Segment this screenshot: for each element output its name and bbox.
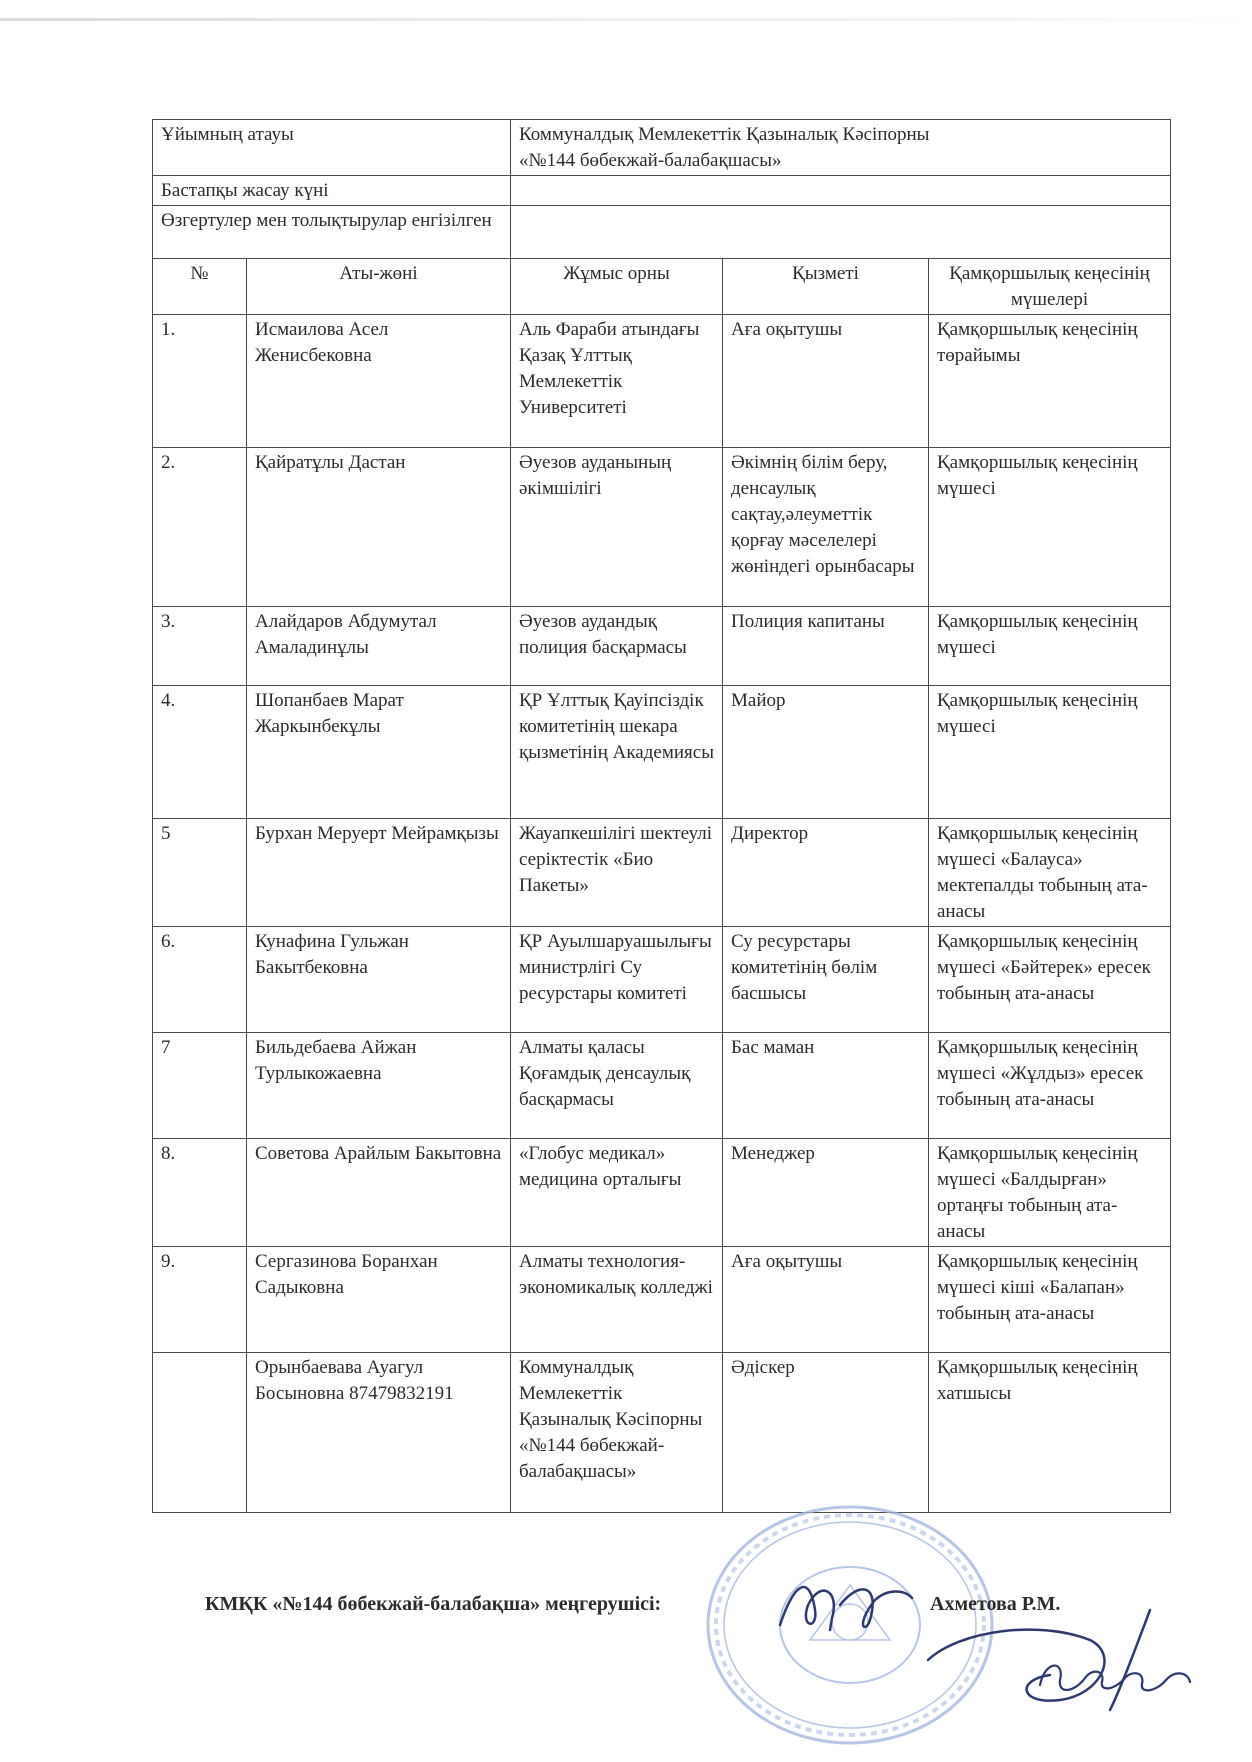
row-number xyxy=(153,1353,247,1513)
table-row xyxy=(153,448,1171,607)
member-position: Әкімнің білім беру, денсаулық сақтау,әлеуметтік қорғау мәселелері жөніндегі орынбасары xyxy=(723,448,929,607)
org-name-line1: Коммуналдық Мемлекеттік Қазыналық Кәсіпорны xyxy=(519,124,930,145)
member-role: Қамқоршылық кеңесінің мүшесі xyxy=(929,448,1171,607)
org-name xyxy=(511,120,1171,176)
org-name-line2: «№144 бөбекжай-балабақшасы» xyxy=(519,150,782,171)
table-row xyxy=(153,1139,1171,1247)
table-row xyxy=(153,686,1171,819)
director-name: Ахметова Р.М. xyxy=(930,1593,1061,1615)
member-position: Су ресурстары комитетінің бөлім басшысы xyxy=(723,927,929,1033)
row-number: 6. xyxy=(153,927,247,1033)
table-row xyxy=(153,1353,1171,1513)
member-role: Қамқоршылық кеңесінің мүшесі «Балдырған» ортаңғы тобының ата-анасы xyxy=(929,1139,1171,1247)
member-position: Полиция капитаны xyxy=(723,607,929,686)
row-number: 9. xyxy=(153,1247,247,1353)
column-header-name: Аты-жөні xyxy=(247,259,511,315)
column-header-row xyxy=(153,259,1171,315)
table-row xyxy=(153,315,1171,448)
column-header-position: Қызметі xyxy=(723,259,929,315)
member-role: Қамқоршылық кеңесінің мүшесі «Жұлдыз» ересек тобының ата-анасы xyxy=(929,1033,1171,1139)
director-title: КМҚК «№144 бөбекжай-балабақша» меңгерушісі: xyxy=(205,1593,662,1615)
member-position: Бас маман xyxy=(723,1033,929,1139)
column-header-role: Қамқоршылық кеңесінің мүшелері xyxy=(929,259,1171,315)
member-position: Аға оқытушы xyxy=(723,1247,929,1353)
table-row xyxy=(153,1247,1171,1353)
column-header-num: № xyxy=(153,259,247,315)
row-number: 1. xyxy=(153,315,247,448)
scan-edge-line xyxy=(0,18,1252,21)
member-role: Қамқоршылық кеңесінің төрайымы xyxy=(929,315,1171,448)
member-position: Менеджер xyxy=(723,1139,929,1247)
member-position: Әдіскер xyxy=(723,1353,929,1513)
handwritten-signature xyxy=(920,1600,1210,1720)
member-role: Қамқоршылық кеңесінің мүшесі «Балауса» мектепалды тобының ата-анасы xyxy=(929,819,1171,927)
member-workplace: Жауапкешілігі шектеулі серіктестік «Био Пакеты» xyxy=(511,819,723,927)
row-number: 2. xyxy=(153,448,247,607)
member-role: Қамқоршылық кеңесінің мүшесі кіші «Балапан» тобының ата-анасы xyxy=(929,1247,1171,1353)
member-position: Аға оқытушы xyxy=(723,315,929,448)
changes-row xyxy=(153,206,1171,259)
member-workplace: Әуезов ауданының әкімшілігі xyxy=(511,448,723,607)
member-name: Кунафина Гульжан Бакытбековна xyxy=(247,927,511,1033)
footer-signature-line xyxy=(205,1593,1105,1616)
member-name: Орынбаевава Ауагул Босыновна 87479832191 xyxy=(247,1353,511,1513)
changes-label: Өзгертулер мен толықтырулар енгізілген xyxy=(153,206,511,259)
member-workplace: Әуезов аудандық полиция басқармасы xyxy=(511,607,723,686)
column-header-workplace: Жұмыс орны xyxy=(511,259,723,315)
table-row xyxy=(153,607,1171,686)
member-workplace: ҚР Ауылшаруашылығы министрлігі Су ресурстары комитеті xyxy=(511,927,723,1033)
member-name: Бильдебаева Айжан Турлыкожаевна xyxy=(247,1033,511,1139)
table-row xyxy=(153,927,1171,1033)
member-workplace: Алматы қаласы Қоғамдық денсаулық басқармасы xyxy=(511,1033,723,1139)
member-role: Қамқоршылық кеңесінің мүшесі xyxy=(929,607,1171,686)
table-row xyxy=(153,819,1171,927)
member-role: Қамқоршылық кеңесінің хатшысы xyxy=(929,1353,1171,1513)
creation-date-label: Бастапқы жасау күні xyxy=(153,176,511,206)
member-role: Қамқоршылық кеңесінің мүшесі «Бәйтерек» ересек тобының ата-анасы xyxy=(929,927,1171,1033)
member-name: Шопанбаев Марат Жаркынбекұлы xyxy=(247,686,511,819)
member-workplace: ҚР Ұлттық Қауіпсіздік комитетінің шекара қызметінің Академиясы xyxy=(511,686,723,819)
member-workplace: «Глобус медикал» медицина орталығы xyxy=(511,1139,723,1247)
member-name: Советова Арайлым Бакытовна xyxy=(247,1139,511,1247)
row-number: 5 xyxy=(153,819,247,927)
creation-date-row xyxy=(153,176,1171,206)
member-name: Алайдаров Абдумутал Амаладинұлы xyxy=(247,607,511,686)
member-workplace: Коммуналдық Мемлекеттік Қазыналық Кәсіпорны «№144 бөбекжай-балабақшасы» xyxy=(511,1353,723,1513)
member-name: Исмаилова Асел Женисбековна xyxy=(247,315,511,448)
org-name-row xyxy=(153,120,1171,176)
creation-date-value xyxy=(511,176,1171,206)
changes-value xyxy=(511,206,1171,259)
org-label: Ұйымның атауы xyxy=(153,120,511,176)
row-number: 7 xyxy=(153,1033,247,1139)
council-members-table xyxy=(152,119,1171,1513)
member-role: Қамқоршылық кеңесінің мүшесі xyxy=(929,686,1171,819)
member-name: Сергазинова Боранхан Садыковна xyxy=(247,1247,511,1353)
row-number: 4. xyxy=(153,686,247,819)
row-number: 8. xyxy=(153,1139,247,1247)
member-position: Майор xyxy=(723,686,929,819)
member-name: Бурхан Меруерт Мейрамқызы xyxy=(247,819,511,927)
member-name: Қайратұлы Дастан xyxy=(247,448,511,607)
row-number: 3. xyxy=(153,607,247,686)
member-position: Директор xyxy=(723,819,929,927)
member-workplace: Алматы технология-экономикалық колледжі xyxy=(511,1247,723,1353)
member-workplace: Аль Фараби атындағы Қазақ Ұлттық Мемлекеттік Университеті xyxy=(511,315,723,448)
table-row xyxy=(153,1033,1171,1139)
